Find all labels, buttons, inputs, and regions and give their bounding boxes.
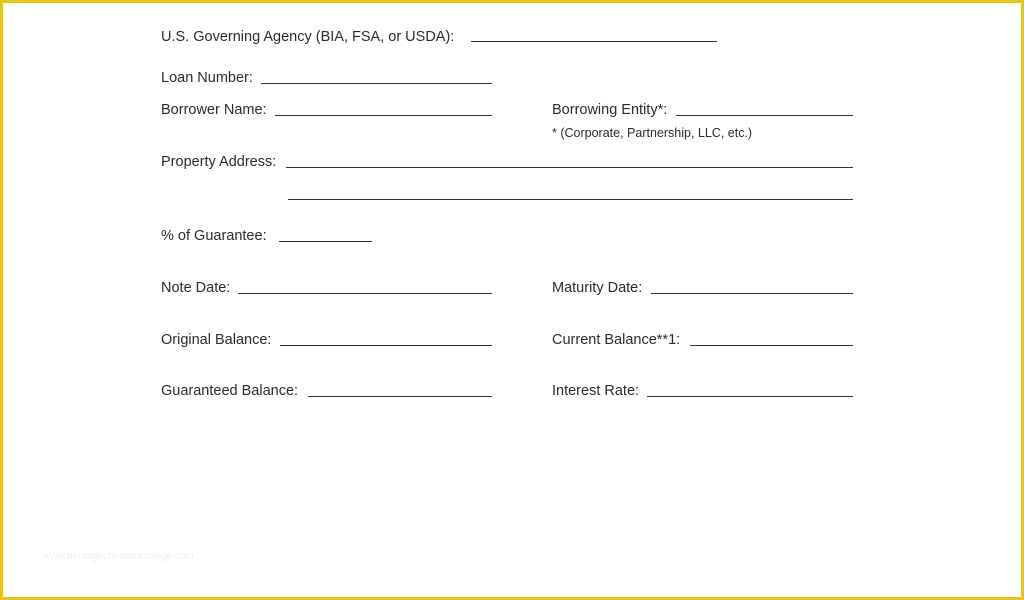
current-balance-field[interactable] (690, 345, 853, 346)
loan-form (3, 3, 1021, 597)
property-address-label: Property Address: (161, 154, 277, 170)
guaranteed-balance-field[interactable] (308, 396, 492, 397)
note-date-field[interactable] (238, 293, 492, 294)
borrowing-entity-note: * (Corporate, Partnership, LLC, etc.) (552, 126, 753, 140)
maturity-date-field[interactable] (651, 293, 853, 294)
property-address-field-line-2[interactable] (288, 199, 853, 200)
loan-number-label: Loan Number: (161, 70, 253, 86)
borrower-name-field[interactable] (275, 115, 492, 116)
watermark-text: www.heritagechristiancollege.com (43, 551, 194, 562)
note-date-label: Note Date: (161, 280, 231, 296)
property-address-field-line-1[interactable] (286, 167, 853, 168)
guarantee-label: % of Guarantee: (161, 228, 267, 244)
borrowing-entity-label: Borrowing Entity*: (552, 102, 668, 118)
borrower-name-label: Borrower Name: (161, 102, 267, 118)
guarantee-field[interactable] (279, 241, 372, 242)
agency-field[interactable] (471, 41, 717, 42)
loan-number-field[interactable] (261, 83, 492, 84)
interest-rate-label: Interest Rate: (552, 383, 640, 399)
agency-label: U.S. Governing Agency (BIA, FSA, or USDA): (161, 29, 455, 45)
current-balance-label: Current Balance**1: (552, 332, 681, 348)
maturity-date-label: Maturity Date: (552, 280, 643, 296)
interest-rate-field[interactable] (647, 396, 853, 397)
borrowing-entity-field[interactable] (676, 115, 853, 116)
original-balance-field[interactable] (280, 345, 492, 346)
original-balance-label: Original Balance: (161, 332, 272, 348)
guaranteed-balance-label: Guaranteed Balance: (161, 383, 299, 399)
